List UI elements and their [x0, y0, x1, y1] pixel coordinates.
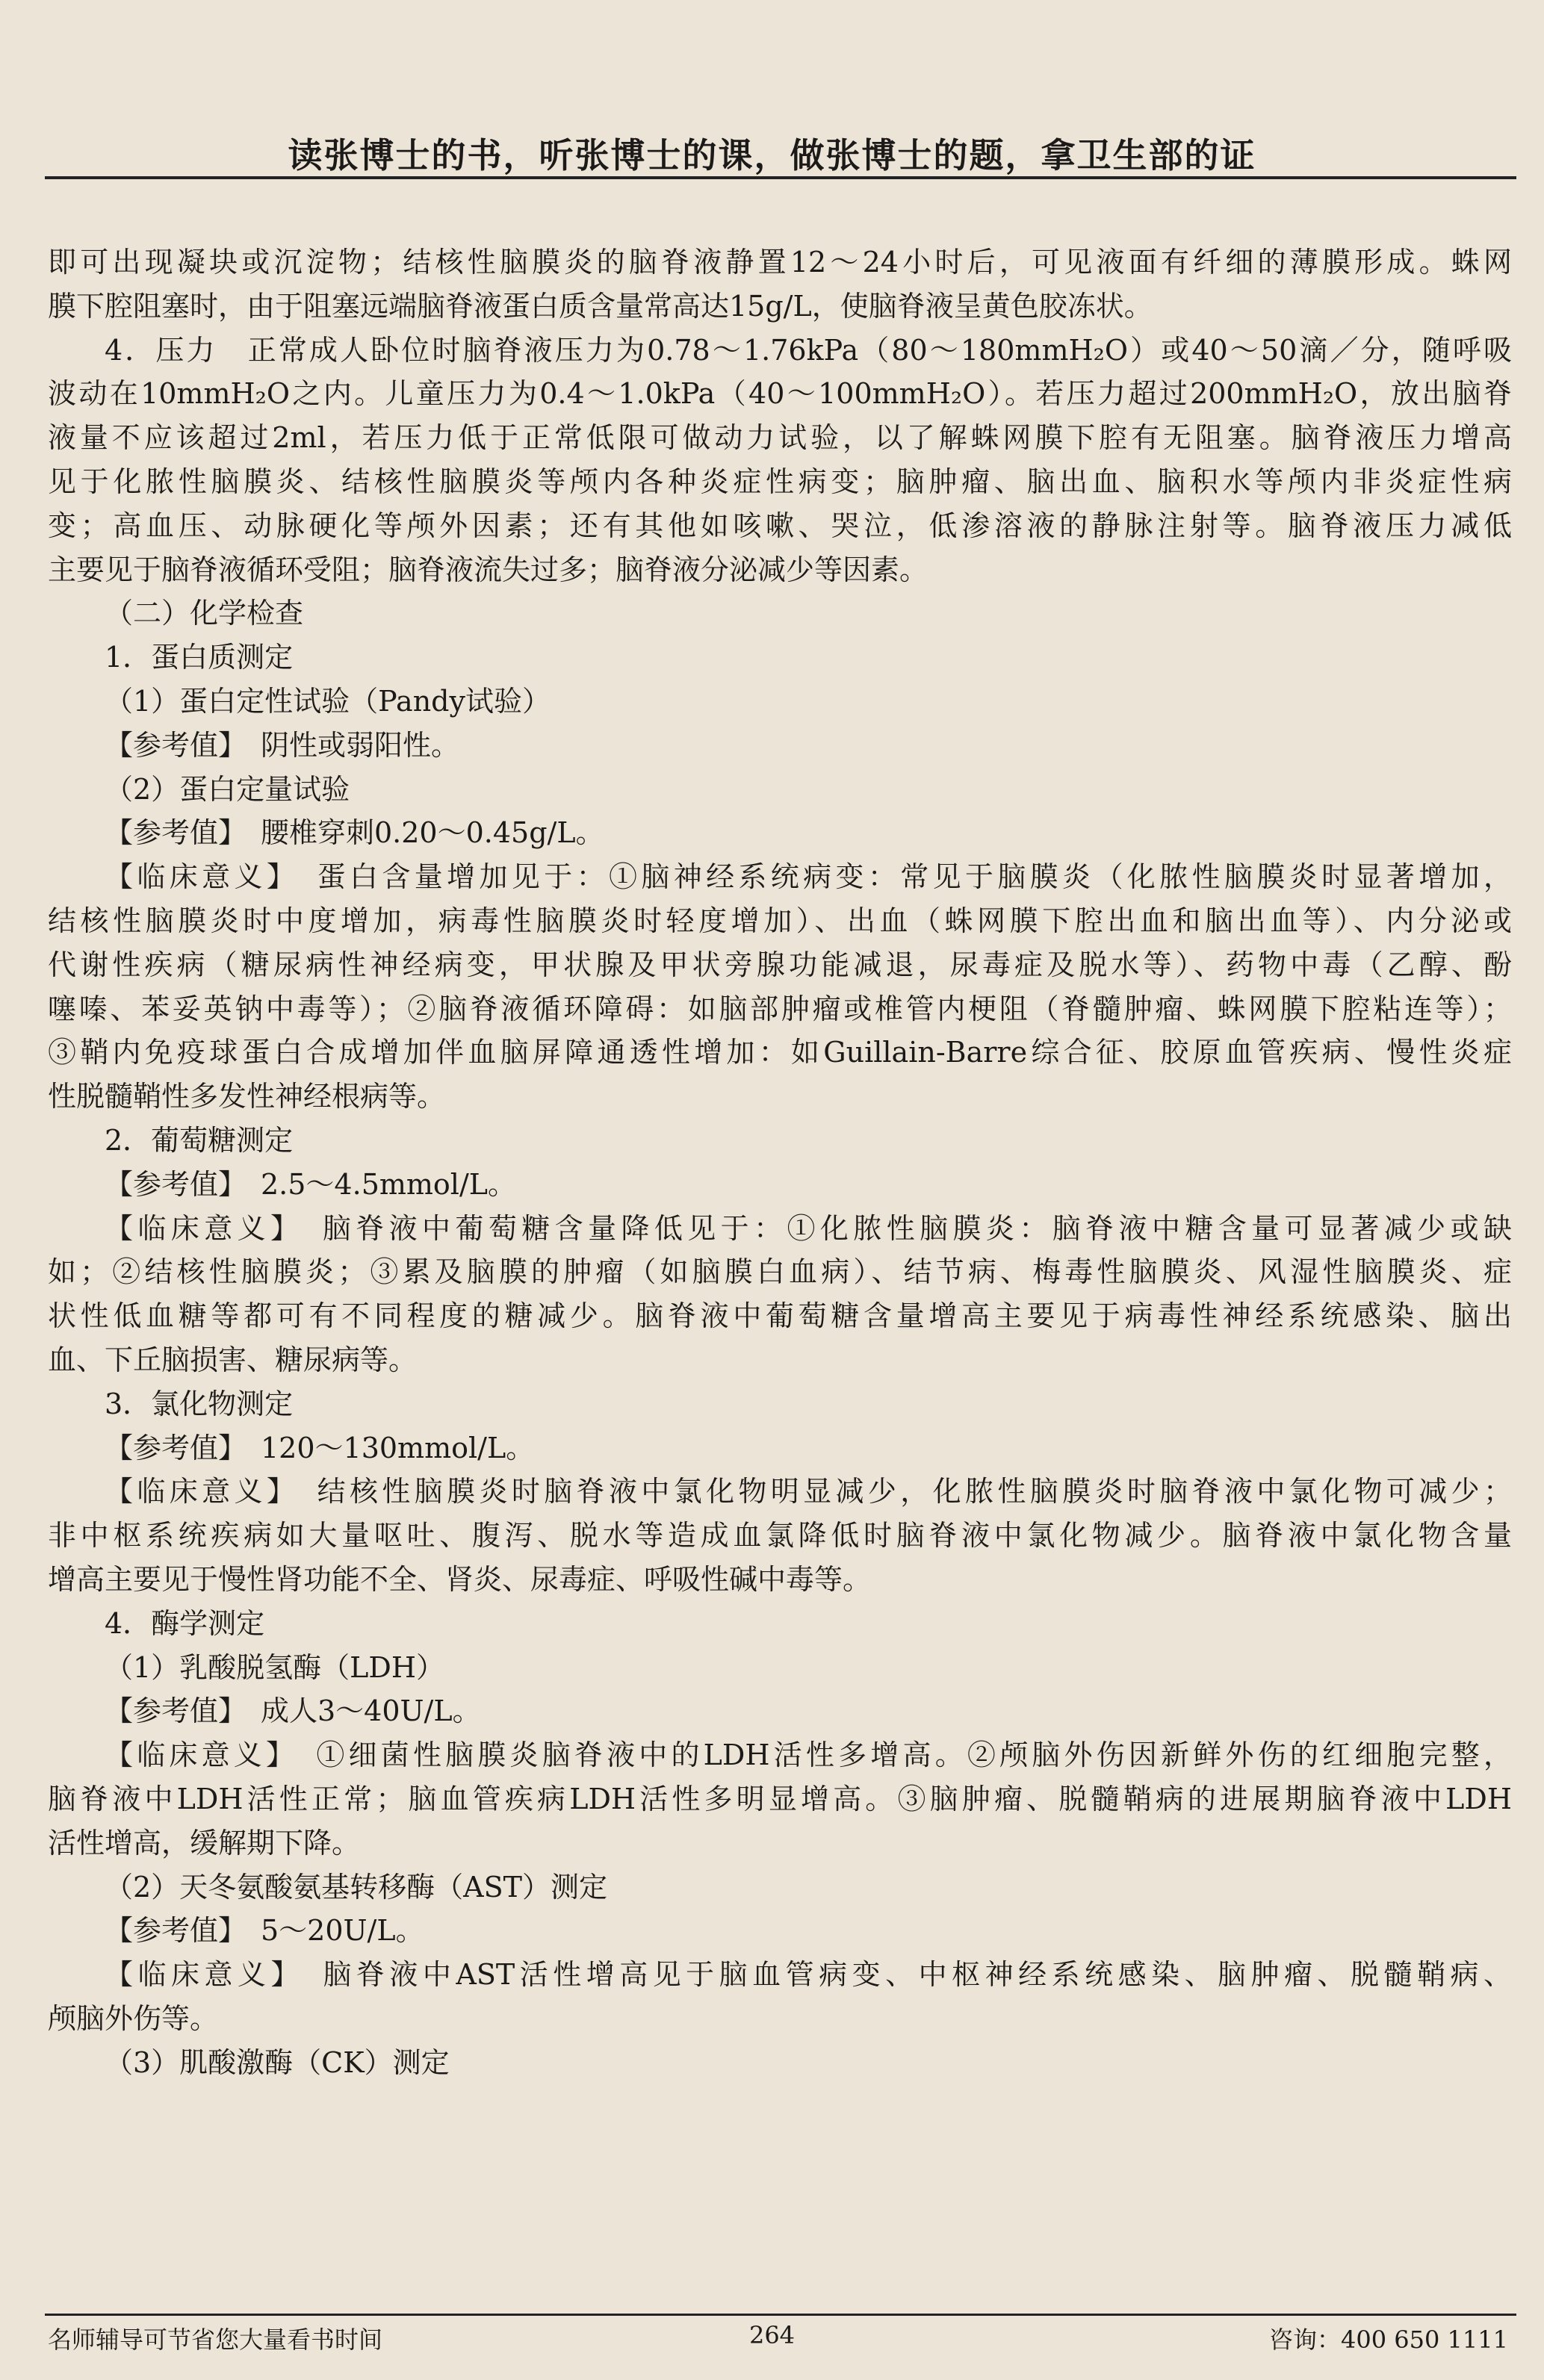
- text-line: 【临床意义】 蛋白含量增加见于：①脑神经系统病变：常见于脑膜炎（化脓性脑膜炎时显著增加，: [105, 860, 1512, 894]
- text-line: 血、下丘脑损害、糖尿病等。: [48, 1343, 418, 1376]
- text-line: 【临床意义】 脑脊液中AST活性增高见于脑血管病变、中枢神经系统感染、脑肿瘤、脱髓鞘病、: [105, 1958, 1512, 1992]
- text-line: 【临床意义】 ①细菌性脑膜炎脑脊液中的LDH活性多增高。②颅脑外伤因新鲜外伤的红细胞完整，: [105, 1739, 1512, 1772]
- text-line: （2）蛋白定量试验: [105, 772, 350, 806]
- text-line: 性脱髓鞘性多发性神经根病等。: [48, 1080, 446, 1113]
- text-line: 4．酶学测定: [105, 1606, 265, 1640]
- text-line: 【参考值】 腰椎穿刺0.20～0.45g/L。: [105, 816, 604, 850]
- text-line: 如；②结核性脑膜炎；③累及脑膜的肿瘤（如脑膜白血病）、结节病、梅毒性脑膜炎、风湿性脑膜炎、症: [48, 1255, 1512, 1289]
- text-line: ③鞘内免疫球蛋白合成增加伴血脑屏障通透性增加：如Guillain-Barre综合征、胶原血管疾病、慢性炎症: [48, 1036, 1512, 1069]
- text-line: （3）肌酸激酶（CK）测定: [105, 2045, 450, 2079]
- footer-contact: 咨询：400 650 1111: [1269, 2325, 1508, 2354]
- text-line: 非中枢系统疾病如大量呕吐、腹泻、脱水等造成血氯降低时脑脊液中氯化物减少。脑脊液中氯化物含量: [48, 1519, 1512, 1553]
- text-line: 4．压力 正常成人卧位时脑脊液压力为0.78～1.76kPa（80～180mmH₂O）或40～50滴／分，随呼吸: [105, 333, 1512, 367]
- text-line: 变；高血压、动脉硬化等颅外因素；还有其他如咳嗽、哭泣，低渗溶液的静脉注射等。脑脊液压力减低: [48, 509, 1512, 542]
- text-line: 脑脊液中LDH活性正常；脑血管疾病LDH活性多明显增高。③脑肿瘤、脱髓鞘病的进展期脑脊液中LDH: [48, 1783, 1512, 1815]
- text-line: 【参考值】 阴性或弱阳性。: [105, 728, 460, 762]
- text-line: 状性低血糖等都可有不同程度的糖减少。脑脊液中葡萄糖含量增高主要见于病毒性神经系统感染、脑出: [48, 1299, 1512, 1333]
- text-line: 2．葡萄糖测定: [105, 1124, 294, 1157]
- text-line: 1．蛋白质测定: [105, 641, 294, 674]
- footer-divider: [45, 2314, 1516, 2316]
- text-line: 即可出现凝块或沉淀物；结核性脑膜炎的脑脊液静置12～24小时后，可见液面有纤细的薄膜形成。蛛网: [48, 246, 1512, 279]
- text-line: 【临床意义】 结核性脑膜炎时脑脊液中氯化物明显减少，化脓性脑膜炎时脑脊液中氯化物可减少；: [105, 1475, 1512, 1509]
- text-line: 【临床意义】 脑脊液中葡萄糖含量降低见于：①化脓性脑膜炎：脑脊液中糖含量可显著减少或缺: [105, 1211, 1512, 1245]
- text-line: （1）蛋白定性试验（Pandy试验）: [105, 685, 551, 718]
- text-line: （二）化学检查: [105, 597, 304, 630]
- text-line: 代谢性疾病（糖尿病性神经病变，甲状腺及甲状旁腺功能减退，尿毒症及脱水等）、药物中毒（乙醇、酚: [48, 948, 1512, 981]
- header-divider: [45, 176, 1516, 179]
- text-line: 【参考值】 120～130mmol/L。: [105, 1431, 535, 1464]
- text-line: 主要见于脑脊液循环受阻；脑脊液流失过多；脑脊液分泌减少等因素。: [48, 553, 928, 586]
- page-number: 264: [748, 2321, 796, 2349]
- text-line: 波动在10mmH₂O之内。儿童压力为0.4～1.0kPa（40～100mmH₂O）。若压力超过200mmH₂O，放出脑脊: [48, 377, 1512, 411]
- footer-slogan: 名师辅导可节省您大量看书时间: [48, 2325, 383, 2354]
- text-line: 【参考值】 5～20U/L。: [105, 1914, 424, 1948]
- text-line: （1）乳酸脱氢酶（LDH）: [105, 1650, 445, 1684]
- text-line: 膜下腔阻塞时，由于阻塞远端脑脊液蛋白质含量常高达15g/L，使脑脊液呈黄色胶冻状。: [48, 289, 1153, 323]
- text-line: 增高主要见于慢性肾功能不全、肾炎、尿毒症、呼吸性碱中毒等。: [48, 1563, 872, 1596]
- text-line: 活性增高，缓解期下降。: [48, 1826, 361, 1859]
- page-header-title: 读张博士的书，听张博士的课，做张博士的题，拿卫生部的证: [288, 135, 1256, 175]
- text-line: 【参考值】 成人3～40U/L。: [105, 1694, 481, 1728]
- text-line: （2）天冬氨酸氨基转移酶（AST）测定: [105, 1870, 607, 1904]
- text-line: 3．氯化物测定: [105, 1387, 294, 1420]
- text-line: 【参考值】 2.5～4.5mmol/L。: [105, 1167, 517, 1201]
- text-line: 颅脑外伤等。: [48, 2002, 219, 2035]
- text-line: 液量不应该超过2ml，若压力低于正常低限可做动力试验，以了解蛛网膜下腔有无阻塞。脑脊液压力增高: [48, 421, 1512, 455]
- text-line: 噻嗪、苯妥英钠中毒等）；②脑脊液循环障碍：如脑部肿瘤或椎管内梗阻（脊髓肿瘤、蛛网膜下腔粘连等）；: [48, 992, 1512, 1025]
- text-line: 见于化脓性脑膜炎、结核性脑膜炎等颅内各种炎症性病变；脑肿瘤、脑出血、脑积水等颅内非炎症性病: [48, 465, 1512, 498]
- text-line: 结核性脑膜炎时中度增加，病毒性脑膜炎时轻度增加）、出血（蛛网膜下腔出血和脑出血等）、内分泌或: [48, 904, 1512, 937]
